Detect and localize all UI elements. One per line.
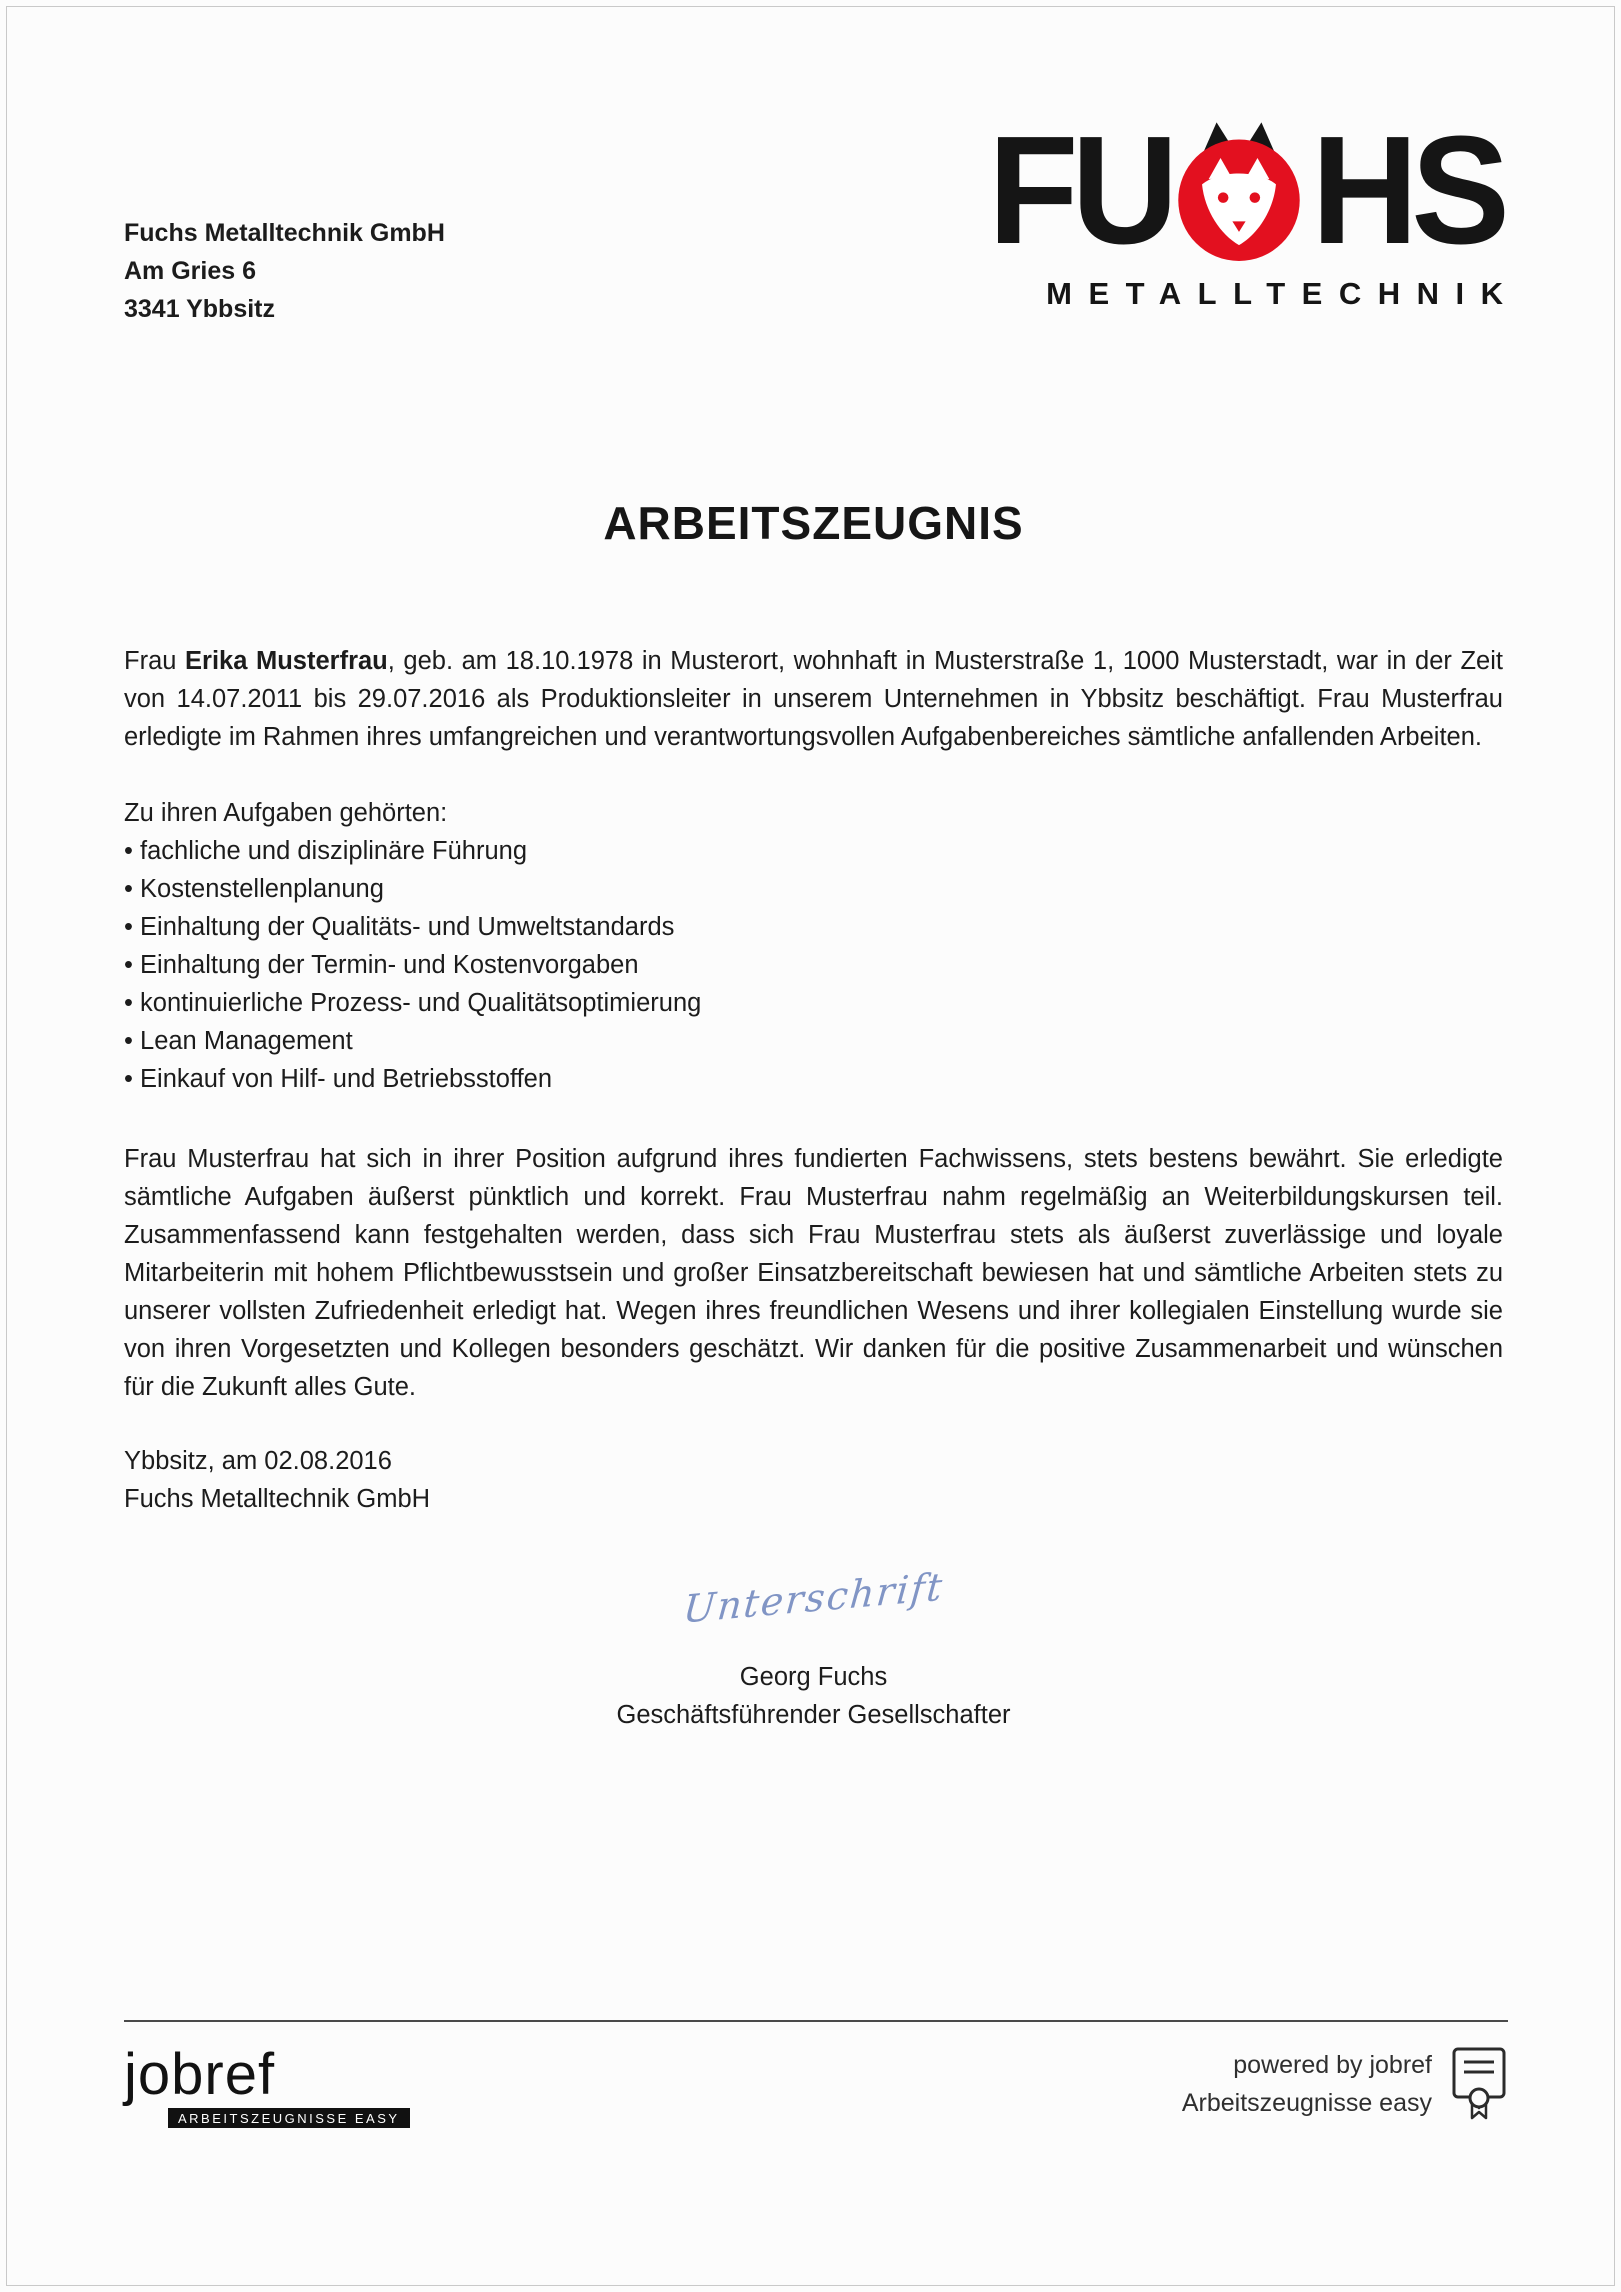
task-item: • Kostenstellenplanung [124, 870, 1503, 908]
intro-rest: , geb. am 18.10.1978 in Musterort, wohnhaft in Musterstraße 1, 1000 Musterstadt, war in der Zeit von 14.07.2011 bis 29.07.2016 als Produktionsleiter in unserem Unternehmen in Ybbsitz beschäftigt. Frau Musterfrau erledigte im Rahmen ihres umfangreichen und verantwortungsvollen Aufgabenbereiches sämtliche anfallenden Arbeiten. [124, 647, 1503, 751]
logo-letters-left: FU [988, 105, 1172, 277]
sender-city: 3341 Ybbsitz [124, 295, 276, 323]
assessment-paragraph: Frau Musterfrau hat sich in ihrer Position aufgrund ihres fundierten Fachwissens, stets bestens bewährt. Sie erledigte sämtliche Aufgaben äußerst pünktlich und korrekt. Frau Musterfrau nahm regelmäßig an Weiterbildungskursen teil. Zusammenfassend kann festgehalten werden, dass sich Frau Musterfrau stets als äußerst zuverlässige und loyale Mitarbeiterin mit hohem Pflichtbewusstsein und großer Einsatzbereitschaft bewiesen hat und sämtliche Arbeiten stets zu unserer vollsten Zufriedenheit erledigt hat. Wegen ihres freundlichen Wesens und ihrer kollegialen Einstellung wurde sie von ihren Vorgesetzten und Kollegen besonders geschätzt. Wir danken für die positive Zusammenarbeit und wünschen für die Zukunft alles Gute. [124, 1145, 1503, 1401]
powered-by-line2: Arbeitszeugnisse easy [1181, 2089, 1432, 2117]
intro-prefix: Frau [124, 647, 186, 675]
employee-name: Erika Musterfrau [185, 647, 388, 675]
signature-block [124, 1564, 1503, 1734]
task-item: • Einkauf von Hilf- und Betriebsstoffen [124, 1060, 1503, 1098]
closing-block [124, 1442, 1503, 1518]
letter-header [124, 105, 1520, 328]
signature-scribble: Unterschrift [681, 1564, 946, 1632]
company-logo [988, 105, 1520, 312]
document-title: ARBEITSZEUGNIS [603, 497, 1024, 549]
task-item: • Lean Management [124, 1022, 1503, 1060]
powered-by-line1: powered by jobref [1233, 2051, 1432, 2079]
sender-street: Am Gries 6 [124, 257, 257, 285]
powered-by-text [1182, 2046, 1432, 2122]
task-list [124, 794, 1503, 1098]
letter-footer [124, 2020, 1508, 2128]
letter-content [124, 0, 1520, 1734]
logo-tagline: METALLTECHNIK [1046, 276, 1520, 311]
jobref-tagline: ARBEITSZEUGNISSE EASY [168, 2108, 410, 2128]
task-item: • fachliche und disziplinäre Führung [124, 832, 1503, 870]
intro-paragraph [124, 642, 1503, 756]
jobref-wordmark: jobref [124, 2042, 276, 2107]
task-item: • Einhaltung der Termin- und Kostenvorgaben [124, 946, 1503, 984]
fox-icon [1173, 118, 1305, 264]
closing-company: Fuchs Metalltechnik GmbH [124, 1485, 431, 1513]
sender-address [124, 214, 445, 328]
logo-wordmark [988, 105, 1503, 277]
sender-company: Fuchs Metalltechnik GmbH [124, 219, 445, 247]
tasks-heading: Zu ihren Aufgaben gehörten: [124, 799, 448, 827]
certificate-icon [1450, 2046, 1508, 2122]
powered-by-block [1182, 2046, 1508, 2122]
jobref-logo [124, 2042, 410, 2128]
closing-place-date: Ybbsitz, am 02.08.2016 [124, 1447, 392, 1475]
task-item: • Einhaltung der Qualitäts- und Umweltstandards [124, 908, 1503, 946]
task-item: • kontinuierliche Prozess- und Qualitätsoptimierung [124, 984, 1503, 1022]
signatory-name: Georg Fuchs [739, 1663, 888, 1691]
signatory-role: Geschäftsführender Gesellschafter [616, 1701, 1011, 1729]
logo-letters-right: HS [1311, 105, 1503, 277]
